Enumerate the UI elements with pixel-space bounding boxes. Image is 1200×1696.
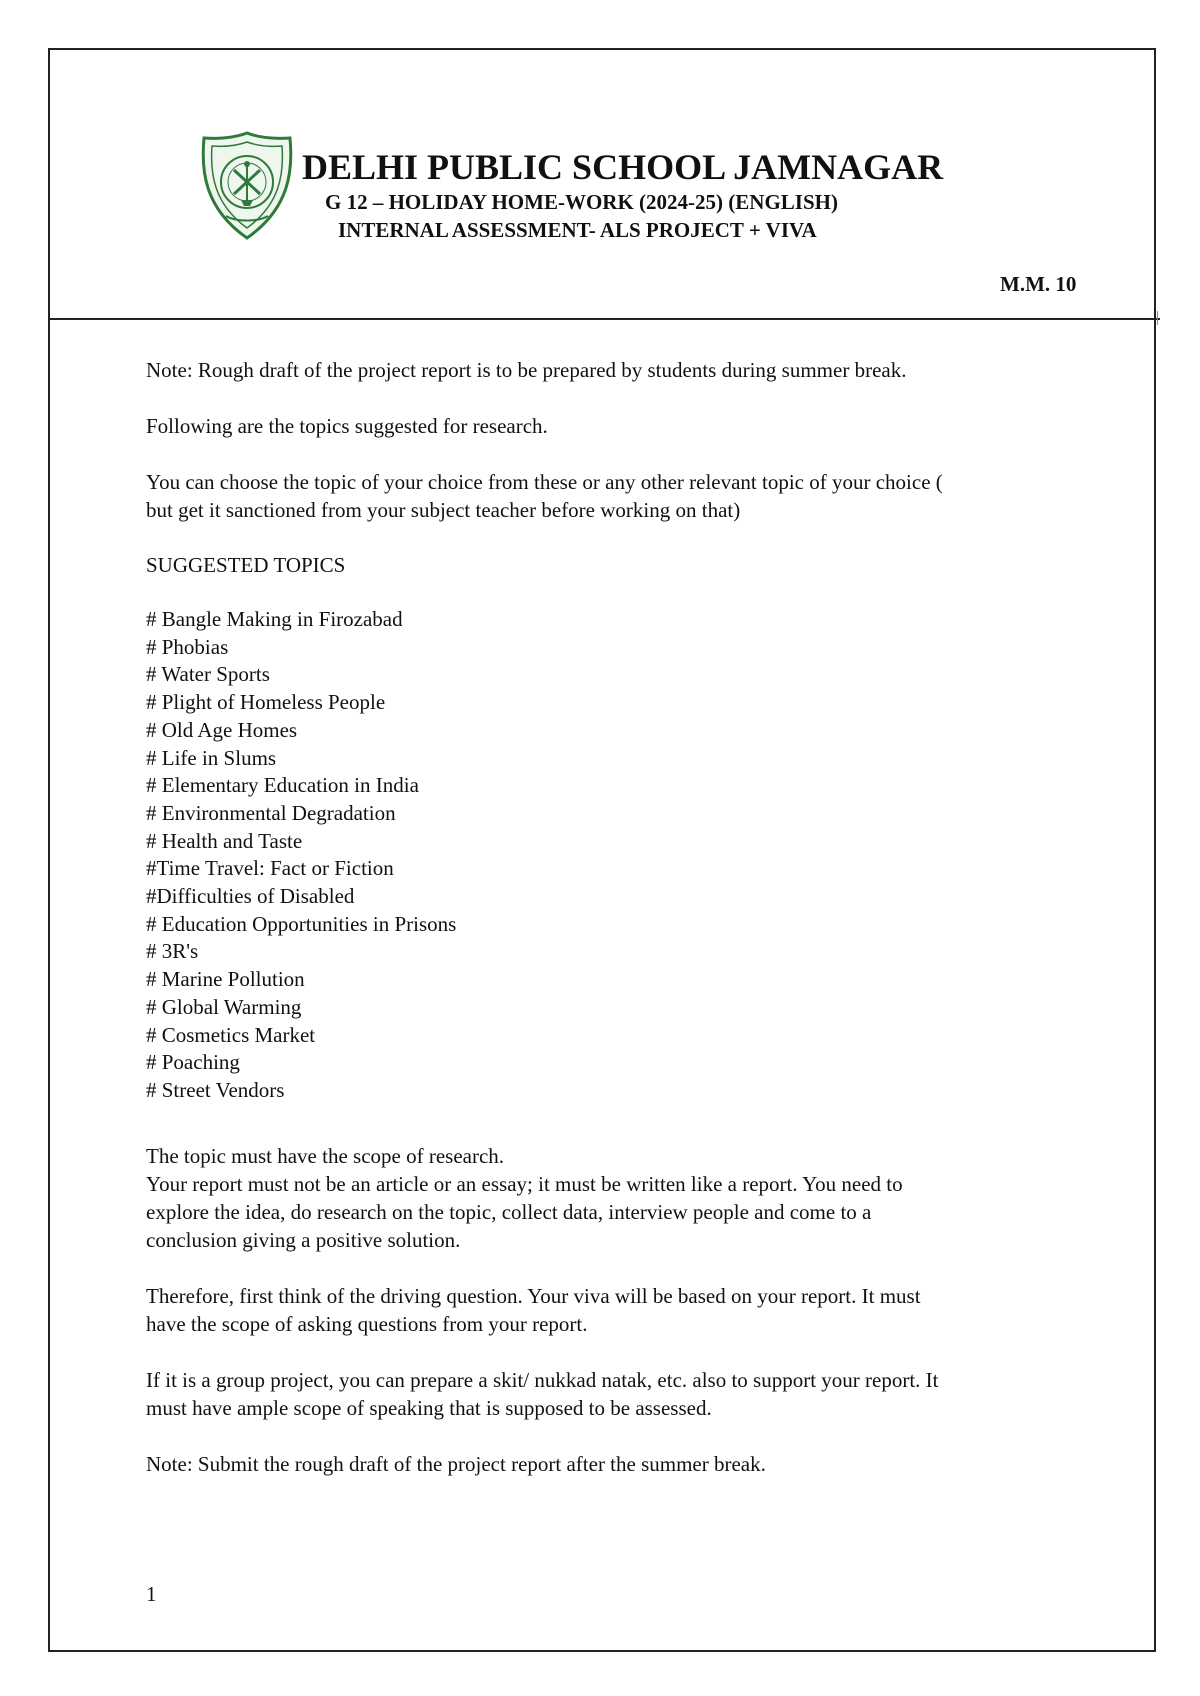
driving-question-paragraph [146, 1282, 1086, 1338]
topic-item: # Bangle Making in Firozabad [146, 607, 403, 631]
topic-item: # Health and Taste [146, 828, 303, 853]
max-marks: M.M. 10 [1000, 272, 1077, 296]
assessment-title: INTERNAL ASSESSMENT- ALS PROJECT + VIVA [338, 218, 817, 242]
group-line: If it is a group project, you can prepare a skit/ nukkad natak, etc. also to support your report. It [146, 1368, 939, 1392]
choice-line: but get it sanctioned from your subject teacher before working on that) [146, 498, 741, 522]
topic-item: # Marine Pollution [146, 967, 305, 992]
topic-item: # Poaching [146, 1050, 240, 1075]
report-line: Your report must not be an article or an essay; it must be written like a report. You need to [146, 1172, 903, 1196]
topic-item: # Water Sports [146, 662, 270, 687]
topic-item: # Global Warming [146, 994, 302, 1019]
topic-item: # Old Age Homes [146, 717, 298, 742]
topic-item: # Phobias [146, 634, 229, 659]
topic-item: # Plight of Homeless People [146, 690, 386, 715]
topics-intro-text: Following are the topics suggested for research. [146, 414, 548, 438]
group-line: must have ample scope of speaking that is supposed to be assessed. [146, 1396, 712, 1420]
note-summer-break [146, 356, 1086, 384]
submission-note-text: Note: Submit the rough draft of the project report after the summer break. [146, 1452, 766, 1476]
topic-item: # Cosmetics Market [146, 1022, 316, 1047]
topic-item: #Difficulties of Disabled [146, 884, 355, 909]
submission-note [146, 1450, 1086, 1478]
topics-intro [146, 412, 1086, 440]
note-text: Note: Rough draft of the project report is to be prepared by students during summer break. [146, 358, 907, 382]
group-project-paragraph [146, 1366, 1086, 1422]
scope-line: The topic must have the scope of research. [146, 1144, 505, 1168]
topic-item: # 3R's [146, 939, 199, 964]
therefore-line: Therefore, first think of the driving question. Your viva will be based on your report. It must [146, 1284, 921, 1308]
report-paragraph [146, 1142, 1086, 1254]
topic-item: # Education Opportunities in Prisons [146, 911, 457, 936]
choice-paragraph [146, 468, 1086, 524]
header-divider [48, 318, 1160, 320]
topic-list [146, 606, 456, 1105]
suggested-topics-heading [146, 551, 1086, 579]
school-crest-icon [198, 130, 296, 242]
topic-item: # Elementary Education in India [146, 773, 419, 798]
section-heading: SUGGESTED TOPICS [146, 553, 346, 577]
report-line: conclusion giving a positive solution. [146, 1228, 461, 1252]
topic-item: # Environmental Degradation [146, 800, 396, 825]
school-name: DELHI PUBLIC SCHOOL JAMNAGAR [302, 147, 944, 187]
choice-line: You can choose the topic of your choice from these or any other relevant topic of your choice ( [146, 470, 943, 494]
topic-item: # Street Vendors [146, 1077, 285, 1102]
topic-item: # Life in Slums [146, 745, 277, 770]
therefore-line: have the scope of asking questions from your report. [146, 1312, 588, 1336]
report-line: explore the idea, do research on the topic, collect data, interview people and come to a [146, 1200, 872, 1224]
topic-item: #Time Travel: Fact or Fiction [146, 856, 394, 881]
divider-marker [1157, 311, 1158, 325]
page-number: 1 [146, 1582, 157, 1606]
homework-title: G 12 – HOLIDAY HOME-WORK (2024-25) (ENGLISH) [325, 190, 838, 214]
